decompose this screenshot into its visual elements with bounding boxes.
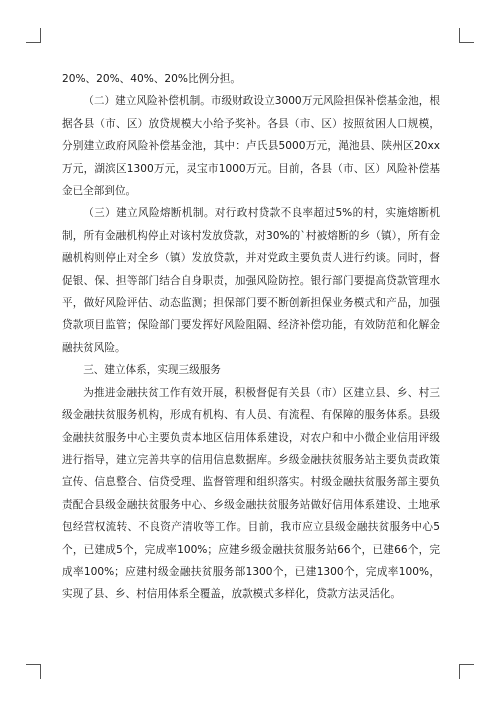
crop-mark-bottom-left [26, 664, 41, 679]
section-heading-three-level-service: 三、建立体系，实现三级服务 [83, 364, 221, 377]
paragraph-ratio-continuation: 20%、20%、40%、20%比例分担。 [62, 73, 241, 85]
crop-mark-top-left [26, 28, 41, 43]
paragraph-service-system: 为推进金融扶贫工作有效开展，积极督促有关县（市）区建立县、乡、村三级金融扶贫服务机构，形成有机构、有人员、有流程、有保障的服务体系。县级金融扶贫服务中心主要负责本地区信用体系建设，对农户和中小微企业信用评级进行指导，建立完善共享的信用信息数据库。乡级金融扶贫服务站主要负责政策宣传、信息整合、信贷受理、监督管理和组织落实。村级金融扶贫服务部主要负责配合县级金融扶贫服务中心、乡级金融扶贫服务站做好信用体系建设、土地承包经营权流转、不良资产清收等工作。目前，我市应立县级金融扶贫服务中心5个，已建成5个，完成率100%；应建乡级金融扶贫服务站66个，已建66个，完成率100%；应建村级金融扶贫服务部1300个，已建1300个，完成率100%，实现了县、乡、村信用体系全覆盖，放款模式多样化，贷款方法灵活化。 [62, 386, 440, 601]
crop-mark-bottom-right [459, 664, 474, 679]
document-body [62, 68, 440, 606]
crop-mark-top-right [459, 28, 474, 43]
paragraph-risk-circuit-breaker: （三）建立风险熔断机制。对行政村贷款不良率超过5%的村，实施熔断机制，所有金融机构停止对该村发放贷款，对30%的`村被熔断的乡（镇），所有金融机构则停止对全乡（镇）发放贷款，并对党政主要负责人进行约谈。同时，督促银、保、担等部门结合自身职责，加强风险防控。银行部门要提高贷款管理水平，做好风险评估、动态监测；担保部门要不断创新担保业务模式和产品，加强贷款项目监管；保险部门要发挥好风险阻隔、经济补偿功能，有效防范和化解金融扶贫风险。 [62, 207, 440, 354]
paragraph-risk-compensation: （二）建立风险补偿机制。市级财政设立3000万元风险担保补偿基金池，根据各县（市、区）放贷规模大小给予奖补。各县（市、区）按照贫困人口规模，分别建立政府风险补偿基金池，其中：卢氏县5000万元，渑池县、陕州区20xx万元，湖滨区1300万元，灵宝市1000万元。目前，各县（市、区）风险补偿基金已全部到位。 [62, 95, 440, 198]
